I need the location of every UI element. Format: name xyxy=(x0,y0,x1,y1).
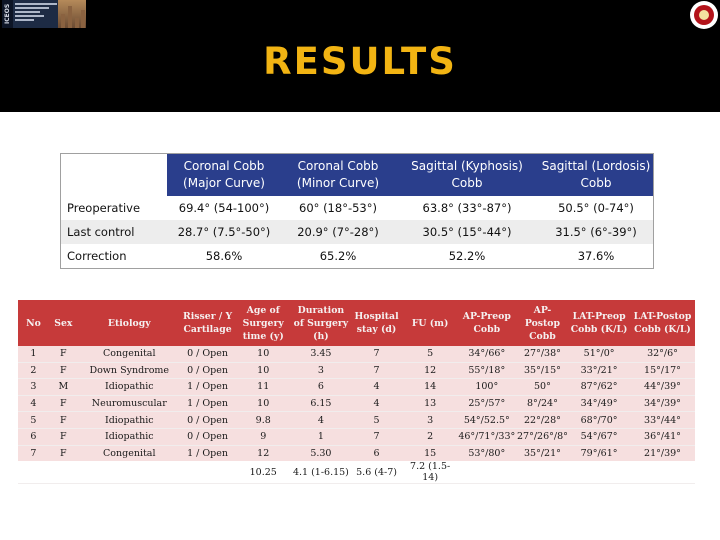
summary-table xyxy=(60,153,654,269)
table-cell: 46°/71°/33° xyxy=(457,428,517,445)
page-title: RESULTS xyxy=(263,40,457,83)
summary-cell xyxy=(181,461,235,484)
table-cell: 1 xyxy=(292,428,350,445)
table-cell: F xyxy=(49,412,78,429)
col-sagittal-kyphosis: Sagittal (Kyphosis) Cobb xyxy=(395,154,539,197)
table-cell: 65.2% xyxy=(281,244,395,269)
table-cell: 5 xyxy=(18,412,49,429)
conference-logo xyxy=(2,0,86,28)
table-cell: 5.30 xyxy=(292,445,350,461)
table-cell: 1 / Open xyxy=(181,379,235,396)
header-band xyxy=(0,0,720,112)
table-cell: F xyxy=(49,346,78,362)
table-cell: 7 xyxy=(350,428,404,445)
table-cell: 0 / Open xyxy=(181,428,235,445)
row-label: Last control xyxy=(61,220,168,244)
col-age: Age of Surgery time (y) xyxy=(234,300,292,346)
table-cell: Congenital xyxy=(78,445,181,461)
col-risser: Risser / Y Cartilage xyxy=(181,300,235,346)
summary-cell xyxy=(18,461,49,484)
table-cell: 0 / Open xyxy=(181,346,235,362)
table-cell: 58.6% xyxy=(167,244,281,269)
table-cell: 50° xyxy=(517,379,569,396)
table-cell: 44°/39° xyxy=(630,379,695,396)
table-cell: 3.45 xyxy=(292,346,350,362)
university-emblem-icon xyxy=(690,1,718,29)
table-cell: 15°/17° xyxy=(630,362,695,379)
table-cell: 14 xyxy=(403,379,457,396)
summary-cell xyxy=(517,461,569,484)
table-cell: 6 xyxy=(18,428,49,445)
table-cell: 6.15 xyxy=(292,395,350,412)
table-row xyxy=(18,412,695,429)
table-cell: Congenital xyxy=(78,346,181,362)
col-lat-preop: LAT-Preop Cobb (K/L) xyxy=(568,300,630,346)
summary-cell: 10.25 xyxy=(234,461,292,484)
clinical-table xyxy=(18,300,695,484)
table-cell: 32°/6° xyxy=(630,346,695,362)
col-fu: FU (m) xyxy=(403,300,457,346)
table-cell: 34°/66° xyxy=(457,346,517,362)
table-cell: 63.8° (33°-87°) xyxy=(395,196,539,220)
table-cell: Down Syndrome xyxy=(78,362,181,379)
table-cell: 1 / Open xyxy=(181,445,235,461)
table-cell: 6 xyxy=(292,379,350,396)
col-ap-postop: AP-Postop Cobb xyxy=(517,300,569,346)
table-cell: 37.6% xyxy=(539,244,654,269)
table-cell: 3 xyxy=(403,412,457,429)
row-label: Correction xyxy=(61,244,168,269)
table-cell: 5 xyxy=(403,346,457,362)
table-cell: 53°/80° xyxy=(457,445,517,461)
table-cell: 4 xyxy=(350,379,404,396)
table-cell: 10 xyxy=(234,346,292,362)
table-cell: 69.4° (54-100°) xyxy=(167,196,281,220)
summary-cell xyxy=(630,461,695,484)
table-cell: 12 xyxy=(234,445,292,461)
table-cell: 5 xyxy=(350,412,404,429)
summary-cell xyxy=(49,461,78,484)
table-cell: 51°/0° xyxy=(568,346,630,362)
table-row xyxy=(18,346,695,362)
table-row xyxy=(18,445,695,461)
table-cell: 31.5° (6°-39°) xyxy=(539,220,654,244)
table-cell: 7 xyxy=(350,362,404,379)
table-cell: 28.7° (7.5°-50°) xyxy=(167,220,281,244)
summary-cell xyxy=(78,461,181,484)
table-cell: 30.5° (15°-44°) xyxy=(395,220,539,244)
col-no: No xyxy=(18,300,49,346)
col-ap-preop: AP-Preop Cobb xyxy=(457,300,517,346)
table-cell: 0 / Open xyxy=(181,362,235,379)
table-cell: 1 xyxy=(18,346,49,362)
table-cell: F xyxy=(49,445,78,461)
table-cell: 79°/61° xyxy=(568,445,630,461)
table-row xyxy=(18,379,695,396)
table-row xyxy=(18,428,695,445)
table-row xyxy=(18,362,695,379)
table-cell: 34°/49° xyxy=(568,395,630,412)
row-label: Preoperative xyxy=(61,196,168,220)
col-coronal-minor: Coronal Cobb (Minor Curve) xyxy=(281,154,395,197)
col-sex: Sex xyxy=(49,300,78,346)
clinical-table-body xyxy=(18,346,695,484)
table-cell: 4 xyxy=(18,395,49,412)
table-cell: 21°/39° xyxy=(630,445,695,461)
table-cell: 27°/26°/8° xyxy=(517,428,569,445)
table-cell: 25°/57° xyxy=(457,395,517,412)
table-cell: 50.5° (0-74°) xyxy=(539,196,654,220)
logo-text: ICEOS xyxy=(2,0,13,28)
table-cell: 54°/52.5° xyxy=(457,412,517,429)
table-cell: 11 xyxy=(234,379,292,396)
table-cell: 20.9° (7°-28°) xyxy=(281,220,395,244)
table-cell: 22°/28° xyxy=(517,412,569,429)
table-cell: 27°/38° xyxy=(517,346,569,362)
city-skyline-image xyxy=(58,0,86,28)
summary-row xyxy=(18,461,695,484)
table-cell: 34°/39° xyxy=(630,395,695,412)
table-cell: 100° xyxy=(457,379,517,396)
summary-cell: 7.2 (1.5-14) xyxy=(403,461,457,484)
table-cell: 13 xyxy=(403,395,457,412)
summary-row-last-control xyxy=(61,220,654,244)
table-cell: F xyxy=(49,395,78,412)
table-cell: Idiopathic xyxy=(78,428,181,445)
table-cell: 52.2% xyxy=(395,244,539,269)
table-cell: 2 xyxy=(18,362,49,379)
clinical-header-row xyxy=(18,300,695,346)
table-cell: 87°/62° xyxy=(568,379,630,396)
table-cell: 6 xyxy=(350,445,404,461)
table-cell: 35°/21° xyxy=(517,445,569,461)
table-cell: Idiopathic xyxy=(78,412,181,429)
table-cell: F xyxy=(49,428,78,445)
summary-row-correction xyxy=(61,244,654,269)
table-cell: 35°/15° xyxy=(517,362,569,379)
table-cell: 9.8 xyxy=(234,412,292,429)
table-cell: 7 xyxy=(350,346,404,362)
table-cell: 3 xyxy=(292,362,350,379)
table-cell: 36°/41° xyxy=(630,428,695,445)
table-cell: 1 / Open xyxy=(181,395,235,412)
table-cell: 9 xyxy=(234,428,292,445)
summary-row-preoperative xyxy=(61,196,654,220)
summary-cell: 5.6 (4-7) xyxy=(350,461,404,484)
col-sagittal-lordosis: Sagittal (Lordosis) Cobb xyxy=(539,154,654,197)
col-lat-postop: LAT-Postop Cobb (K/L) xyxy=(630,300,695,346)
table-cell: 10 xyxy=(234,395,292,412)
table-cell: 54°/67° xyxy=(568,428,630,445)
col-coronal-major: Coronal Cobb (Major Curve) xyxy=(167,154,281,197)
table-cell: M xyxy=(49,379,78,396)
summary-cell: 4.1 (1-6.15) xyxy=(292,461,350,484)
table-cell: F xyxy=(49,362,78,379)
table-cell: Neuromuscular xyxy=(78,395,181,412)
table-cell: 33°/21° xyxy=(568,362,630,379)
table-row xyxy=(18,395,695,412)
table-cell: 2 xyxy=(403,428,457,445)
table-cell: 60° (18°-53°) xyxy=(281,196,395,220)
col-hospital-stay: Hospital stay (d) xyxy=(350,300,404,346)
summary-cell xyxy=(457,461,517,484)
table-cell: 33°/44° xyxy=(630,412,695,429)
table-cell: 7 xyxy=(18,445,49,461)
table-cell: 8°/24° xyxy=(517,395,569,412)
col-duration: Duration of Surgery (h) xyxy=(292,300,350,346)
col-etiology: Etiology xyxy=(78,300,181,346)
table-cell: 68°/70° xyxy=(568,412,630,429)
table-cell: 4 xyxy=(350,395,404,412)
table-cell: 15 xyxy=(403,445,457,461)
table-cell: Idiopathic xyxy=(78,379,181,396)
table-cell: 12 xyxy=(403,362,457,379)
table-cell: 55°/18° xyxy=(457,362,517,379)
table-cell: 3 xyxy=(18,379,49,396)
table-cell: 4 xyxy=(292,412,350,429)
table-cell: 10 xyxy=(234,362,292,379)
summary-cell xyxy=(568,461,630,484)
summary-header-row xyxy=(61,154,654,197)
summary-corner-cell xyxy=(61,154,168,197)
table-cell: 0 / Open xyxy=(181,412,235,429)
